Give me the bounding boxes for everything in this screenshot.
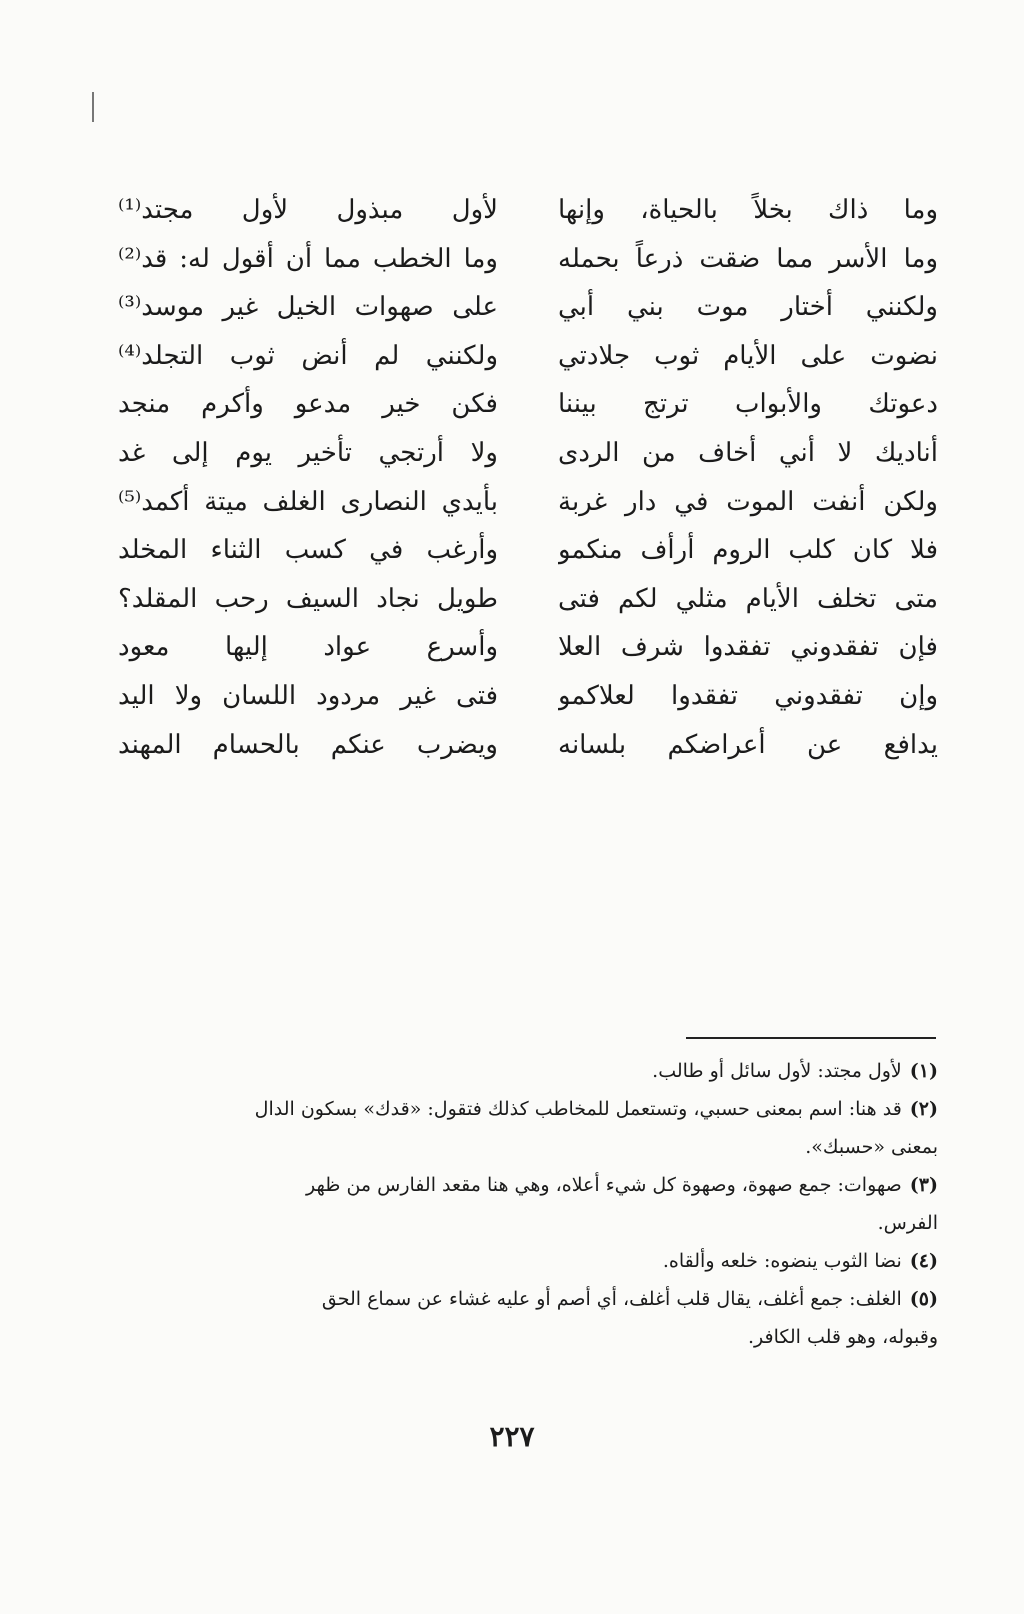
poem-line: فتى غير مردود اللسان ولا اليد: [118, 680, 498, 711]
footnote-continuation: بمعنى «حسبك».: [805, 1136, 938, 1158]
poem-line: يدافع عن أعراضكم بلسانه: [558, 729, 938, 760]
footnote-2: [122, 1090, 938, 1166]
poem-line: نضوت على الأيام ثوب جلادتي: [558, 340, 938, 371]
poem-line: ويضرب عنكم بالحسام المهند: [118, 729, 498, 760]
poem-line: وما الأسر مما ضقت ذرعاً بحمله: [558, 243, 938, 274]
footnote-3: [122, 1166, 938, 1242]
poem-line: وما الخطب مما أن أقول له: قد⁽²⁾: [118, 243, 498, 274]
footnote-number: (١): [909, 1060, 938, 1082]
poem-line: بأيدي النصارى الغلف ميتة أكمد⁽⁵⁾: [118, 486, 498, 517]
poem-line: دعوتك والأبواب ترتج بيننا: [558, 389, 938, 420]
poem-line: على صهوات الخيل غير موسد⁽³⁾: [118, 292, 498, 323]
footnote-number: (٥): [909, 1288, 938, 1310]
poem-left-column: [118, 186, 498, 769]
poem-line: ولكنني أختار موت بني أبي: [558, 292, 938, 323]
footnote-4: [122, 1242, 938, 1280]
poem-line: فلا كان كلب الروم أرأف منكمو: [558, 535, 938, 566]
poem-line: فإن تفقدوني تفقدوا شرف العلا: [558, 632, 938, 663]
footnote-text: لأول مجتد: لأول سائل أو طالب.: [652, 1060, 902, 1082]
poem-line: فكن خير مدعو وأكرم منجد: [118, 389, 498, 420]
poem-line: ولكن أنفت الموت في دار غربة: [558, 486, 938, 517]
footnote-separator: [686, 1037, 936, 1039]
footnote-text: الغلف: جمع أغلف، يقال قلب أغلف، أي أصم أو عليه غشاء عن سماع الحق: [321, 1288, 902, 1310]
page-number: ٢٢٧: [489, 1420, 535, 1453]
poem-line: وأسرع عواد إليها معود: [118, 632, 498, 663]
footnote-number: (٤): [909, 1250, 938, 1272]
page-edge-mark: [92, 92, 94, 122]
poem-line: وأرغب في كسب الثناء المخلد: [118, 535, 498, 566]
poem-line: وإن تفقدوني تفقدوا لعلاكمو: [558, 680, 938, 711]
poem-line: طويل نجاد السيف رحب المقلد؟: [118, 583, 498, 614]
footnote-text: نضا الثوب ينضوه: خلعه وألقاه.: [662, 1250, 902, 1272]
poem-line: ولكنني لم أنض ثوب التجلد⁽⁴⁾: [118, 340, 498, 371]
poem-right-column: [558, 186, 938, 769]
footnote-continuation: وقبوله، وهو قلب الكافر.: [747, 1326, 938, 1348]
poem-line: ولا أرتجي تأخير يوم إلى غد: [118, 437, 498, 468]
footnote-text: صهوات: جمع صهوة، وصهوة كل شيء أعلاه، وهي هنا مقعد الفارس من ظهر: [306, 1174, 902, 1196]
footnote-5: [122, 1280, 938, 1356]
footnotes: [122, 1052, 938, 1356]
poem-line: لأول مبذول لأول مجتد⁽¹⁾: [118, 195, 498, 225]
poem-line: متى تخلف الأيام مثلي لكم فتى: [558, 583, 938, 614]
footnote-continuation: الفرس.: [877, 1212, 938, 1234]
footnote-number: (٢): [909, 1098, 938, 1120]
footnote-number: (٣): [909, 1174, 938, 1196]
footnote-1: [122, 1052, 938, 1090]
poem-block: [118, 186, 938, 806]
poem-line: وما ذاك بخلاً بالحياة، وإنها: [558, 195, 938, 225]
poem-line: أناديك لا أني أخاف من الردى: [558, 437, 938, 468]
footnote-text: قد هنا: اسم بمعنى حسبي، وتستعمل للمخاطب كذلك فتقول: «قدك» بسكون الدال: [254, 1098, 902, 1120]
